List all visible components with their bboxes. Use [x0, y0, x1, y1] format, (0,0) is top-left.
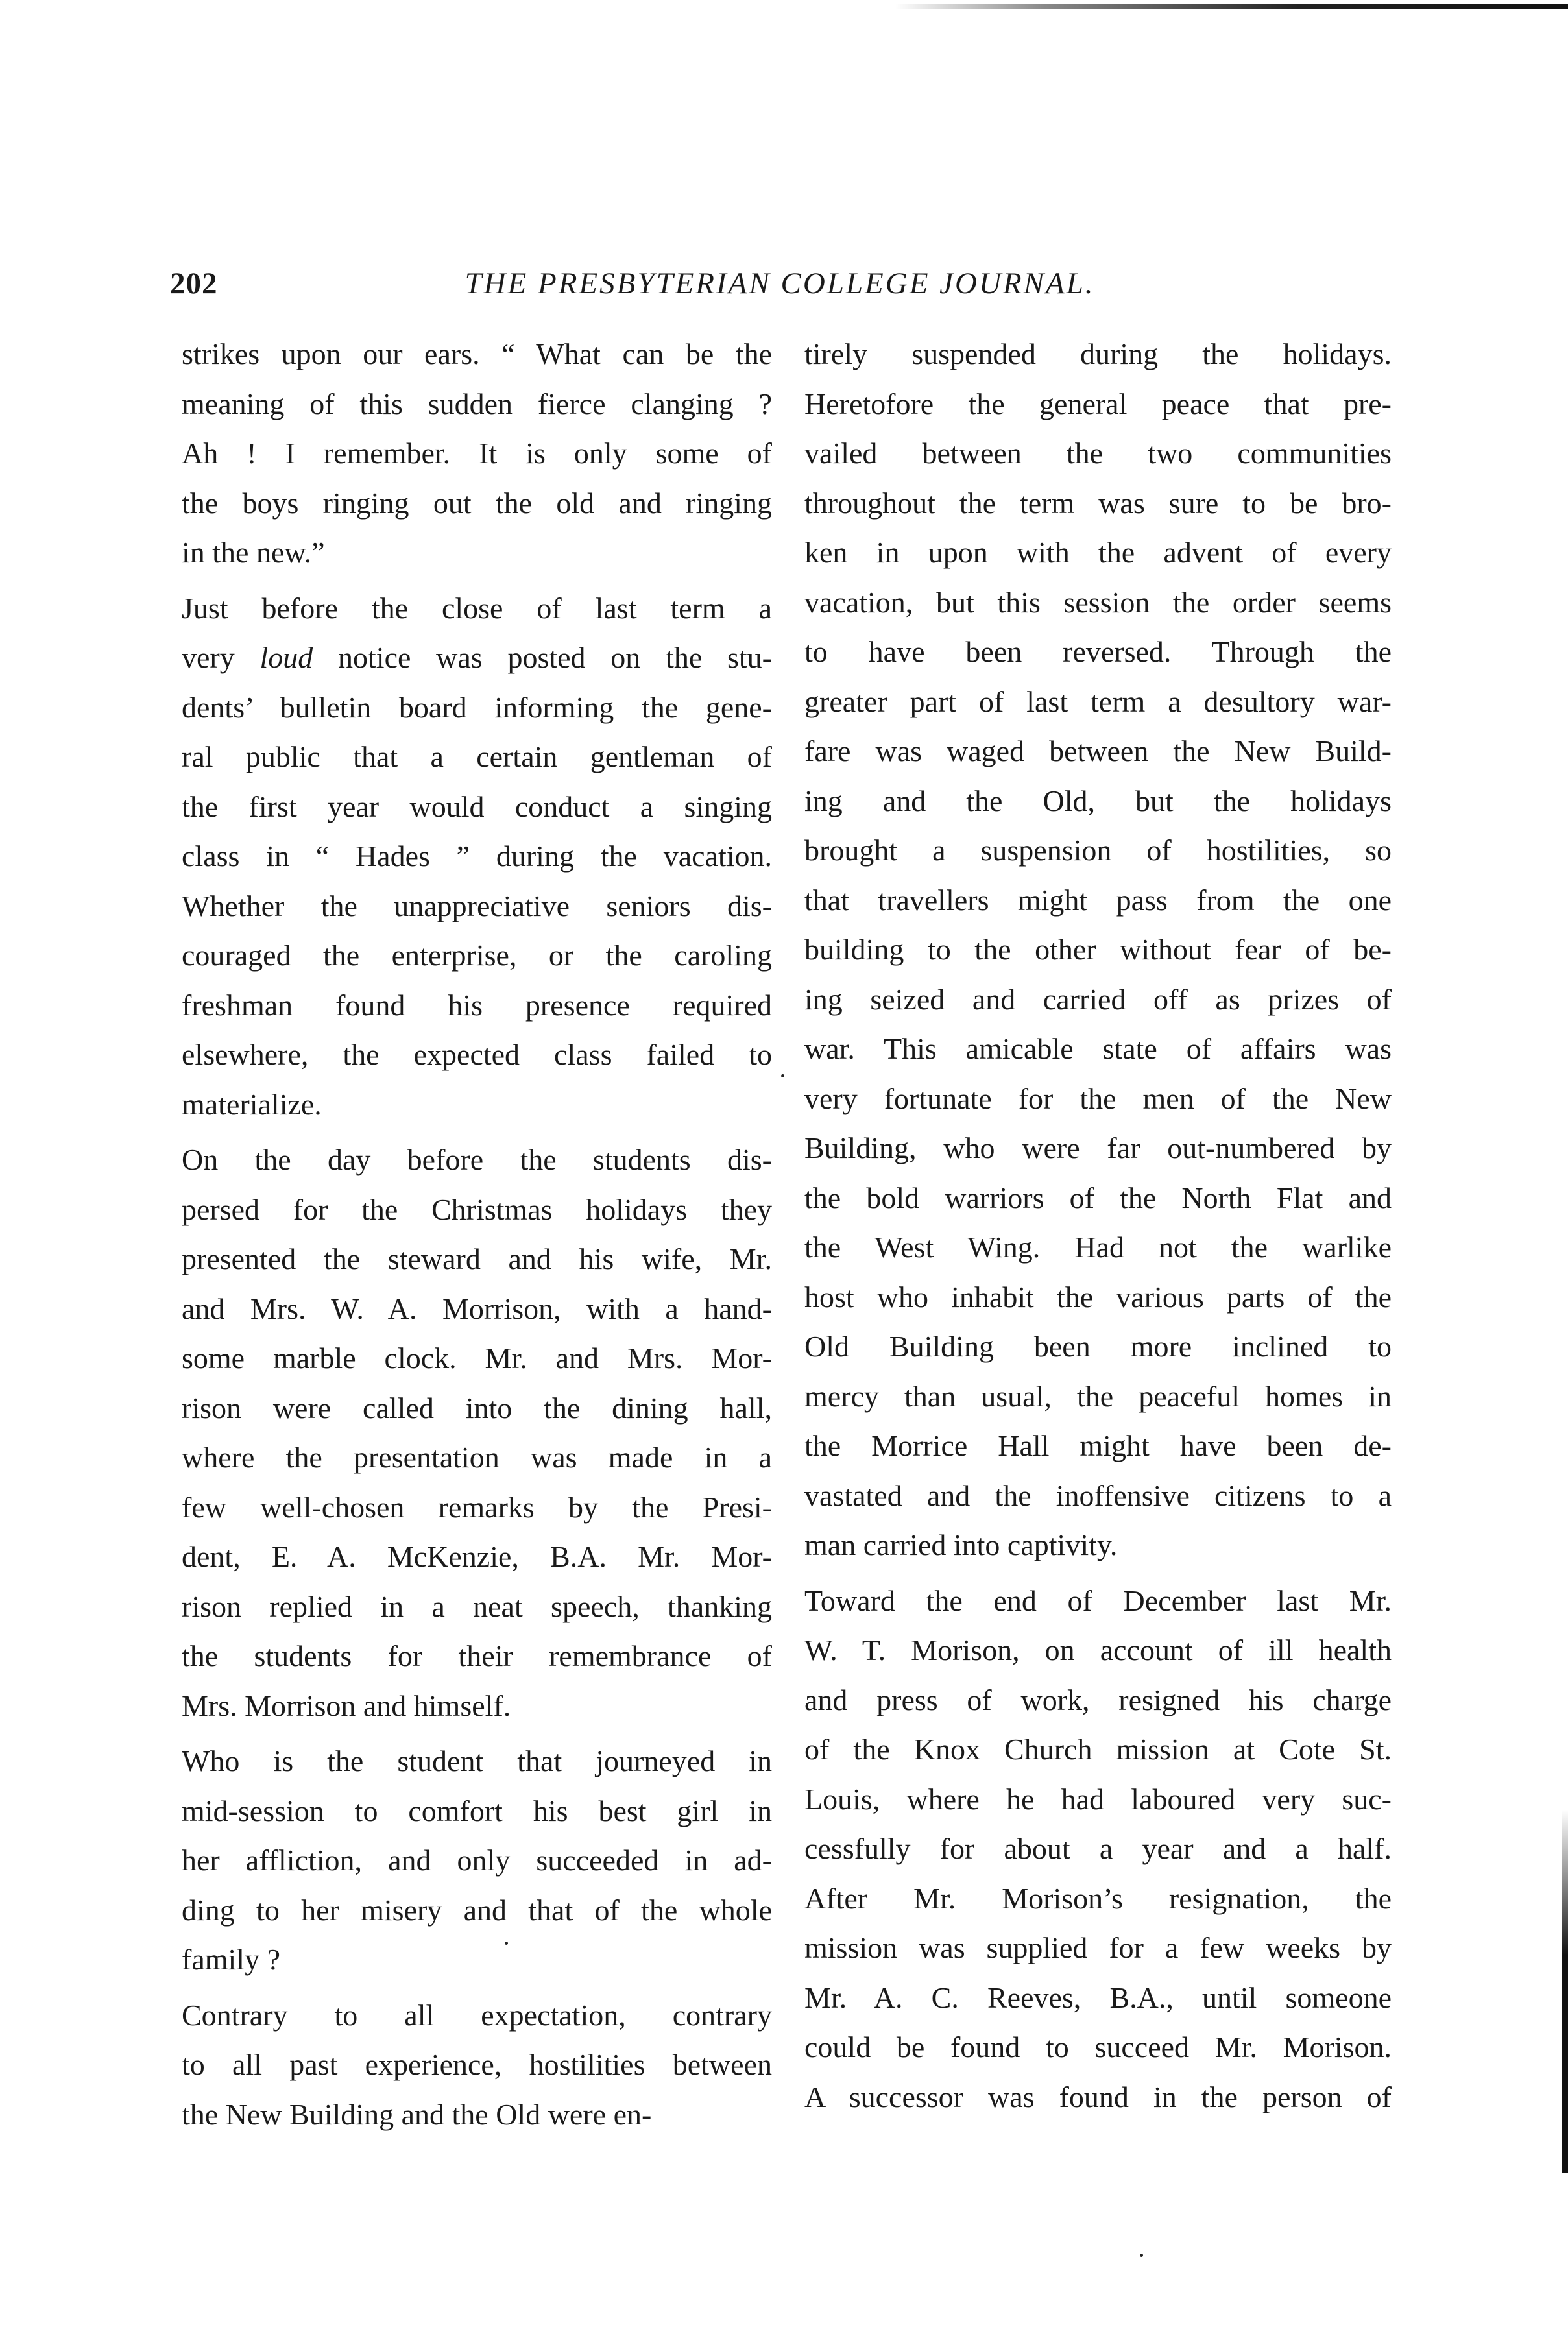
text-line: ing and the Old, but the holidays: [804, 784, 1392, 817]
text-line: in the new.”: [182, 536, 325, 569]
text-line: tirely suspended during the holidays.: [804, 337, 1392, 370]
top-rule: [895, 4, 1568, 9]
ink-speck: [505, 1942, 508, 1945]
text-line: her affliction, and only succeeded in ad-: [182, 1844, 772, 1877]
paragraph-gap: [182, 1985, 772, 1991]
text-line: host who inhabit the various parts of the: [804, 1280, 1392, 1314]
text-line: of the Knox Church mission at Cote St.: [804, 1733, 1392, 1766]
page-number: 202: [170, 267, 218, 300]
text-line: Louis, where he had laboured very suc-: [804, 1782, 1392, 1816]
text-line: Old Building been more inclined to: [804, 1330, 1392, 1363]
text-line: very fortunate for the men of the New: [804, 1081, 1392, 1115]
text-line: the Morrice Hall might have been de-: [804, 1429, 1392, 1462]
text-line: family ?: [182, 1943, 280, 1976]
text-line: W. T. Morison, on account of ill health: [804, 1633, 1392, 1667]
text-line: mid-session to comfort his best girl in: [182, 1794, 772, 1827]
text-line: Just before the close of last term a: [182, 591, 772, 625]
text-line: dents’ bulletin board informing the gene-: [182, 690, 772, 724]
text-line: very loud notice was posted on the stu-: [182, 641, 772, 674]
text-line: rison replied in a neat speech, thanking: [182, 1589, 772, 1623]
text-line: vacation, but this session the order seems: [804, 585, 1392, 619]
text-line: the boys ringing out the old and ringing: [182, 486, 772, 520]
text-line: and Mrs. W. A. Morrison, with a hand-: [182, 1292, 772, 1325]
text-line: mercy than usual, the peaceful homes in: [804, 1379, 1392, 1413]
ink-speck: [781, 1074, 784, 1077]
text-line: that travellers might pass from the one: [804, 883, 1392, 917]
text-line: Contrary to all expectation, contrary: [182, 1998, 772, 2032]
text-line: some marble clock. Mr. and Mrs. Mor-: [182, 1342, 772, 1375]
text-line: to all past experience, hostilities between: [182, 2048, 772, 2081]
text-line: the students for their remembrance of: [182, 1639, 772, 1672]
text-line: where the presentation was made in a: [182, 1441, 772, 1474]
text-line: After Mr. Morison’s resignation, the: [804, 1881, 1392, 1915]
text-line: couraged the enterprise, or the caroling: [182, 939, 772, 972]
text-line: On the day before the students dis-: [182, 1143, 772, 1176]
paragraph-gap: [182, 578, 772, 584]
text-line: man carried into captivity.: [804, 1528, 1118, 1561]
text-line: and press of work, resigned his charge: [804, 1683, 1392, 1716]
text-line: cessfully for about a year and a half.: [804, 1832, 1392, 1865]
text-line: Heretofore the general peace that pre-: [804, 387, 1392, 420]
paragraph-gap: [182, 1129, 772, 1135]
text-line: Mr. A. C. Reeves, B.A., until someone: [804, 1980, 1392, 2014]
text-line: Building, who were far out-numbered by: [804, 1131, 1392, 1164]
text-line: brought a suspension of hostilities, so: [804, 834, 1392, 867]
running-title: THE PRESBYTERIAN COLLEGE JOURNAL.: [464, 267, 1095, 300]
text-line: the first year would conduct a singing: [182, 789, 772, 823]
text-line: ken in upon with the advent of every: [804, 536, 1392, 569]
paragraph-gap: [182, 1731, 772, 1737]
text-line: presented the steward and his wife, Mr.: [182, 1242, 772, 1275]
text-line: Who is the student that journeyed in: [182, 1744, 772, 1777]
text-line: persed for the Christmas holidays they: [182, 1192, 772, 1226]
text-line: A successor was found in the person of: [804, 2080, 1392, 2113]
text-line: vastated and the inoffensive citizens to a: [804, 1478, 1392, 1512]
text-line: fare was waged between the New Build-: [804, 734, 1392, 767]
text-line: Ah ! I remember. It is only some of: [182, 437, 772, 470]
text-line: dent, E. A. McKenzie, B.A. Mr. Mor-: [182, 1540, 772, 1573]
text-line: greater part of last term a desultory war-: [804, 684, 1392, 718]
text-line: the New Building and the Old were en-: [182, 2097, 652, 2131]
text-line: Mrs. Morrison and himself.: [182, 1689, 511, 1722]
text-line: the bold warriors of the North Flat and: [804, 1181, 1392, 1214]
text-line: freshman found his presence required: [182, 988, 772, 1022]
text-line: strikes upon our ears. “ What can be the: [182, 337, 772, 370]
text-line: meaning of this sudden fierce clanging ?: [182, 387, 772, 420]
text-line: few well-chosen remarks by the Presi-: [182, 1490, 772, 1524]
text-line: to have been reversed. Through the: [804, 635, 1392, 668]
left-column: [182, 330, 772, 2139]
scan-edge-mark: [1562, 1810, 1568, 2173]
text-line: ing seized and carried off as prizes of: [804, 982, 1392, 1016]
text-line: war. This amicable state of affairs was: [804, 1032, 1392, 1065]
text-line: could be found to succeed Mr. Morison.: [804, 2030, 1392, 2064]
ink-speck: [1140, 2254, 1143, 2257]
text-line: mission was supplied for a few weeks by: [804, 1931, 1392, 1964]
text-line: materialize.: [182, 1087, 322, 1121]
text-line: throughout the term was sure to be bro-: [804, 486, 1392, 520]
text-line: Toward the end of December last Mr.: [804, 1583, 1392, 1617]
text-line: rison were called into the dining hall,: [182, 1391, 772, 1425]
text-line: ral public that a certain gentleman of: [182, 740, 772, 773]
text-line: elsewhere, the expected class failed to: [182, 1038, 772, 1071]
text-line: the West Wing. Had not the warlike: [804, 1231, 1392, 1264]
text-line: vailed between the two communities: [804, 437, 1392, 470]
page-header: [170, 266, 1390, 305]
right-column: [804, 330, 1392, 2122]
paragraph-gap: [804, 1571, 1392, 1576]
text-line: class in “ Hades ” during the vacation.: [182, 839, 772, 873]
text-line: ding to her misery and that of the whole: [182, 1893, 772, 1927]
text-line: Whether the unappreciative seniors dis-: [182, 889, 772, 922]
text-line: building to the other without fear of be-: [804, 933, 1392, 966]
